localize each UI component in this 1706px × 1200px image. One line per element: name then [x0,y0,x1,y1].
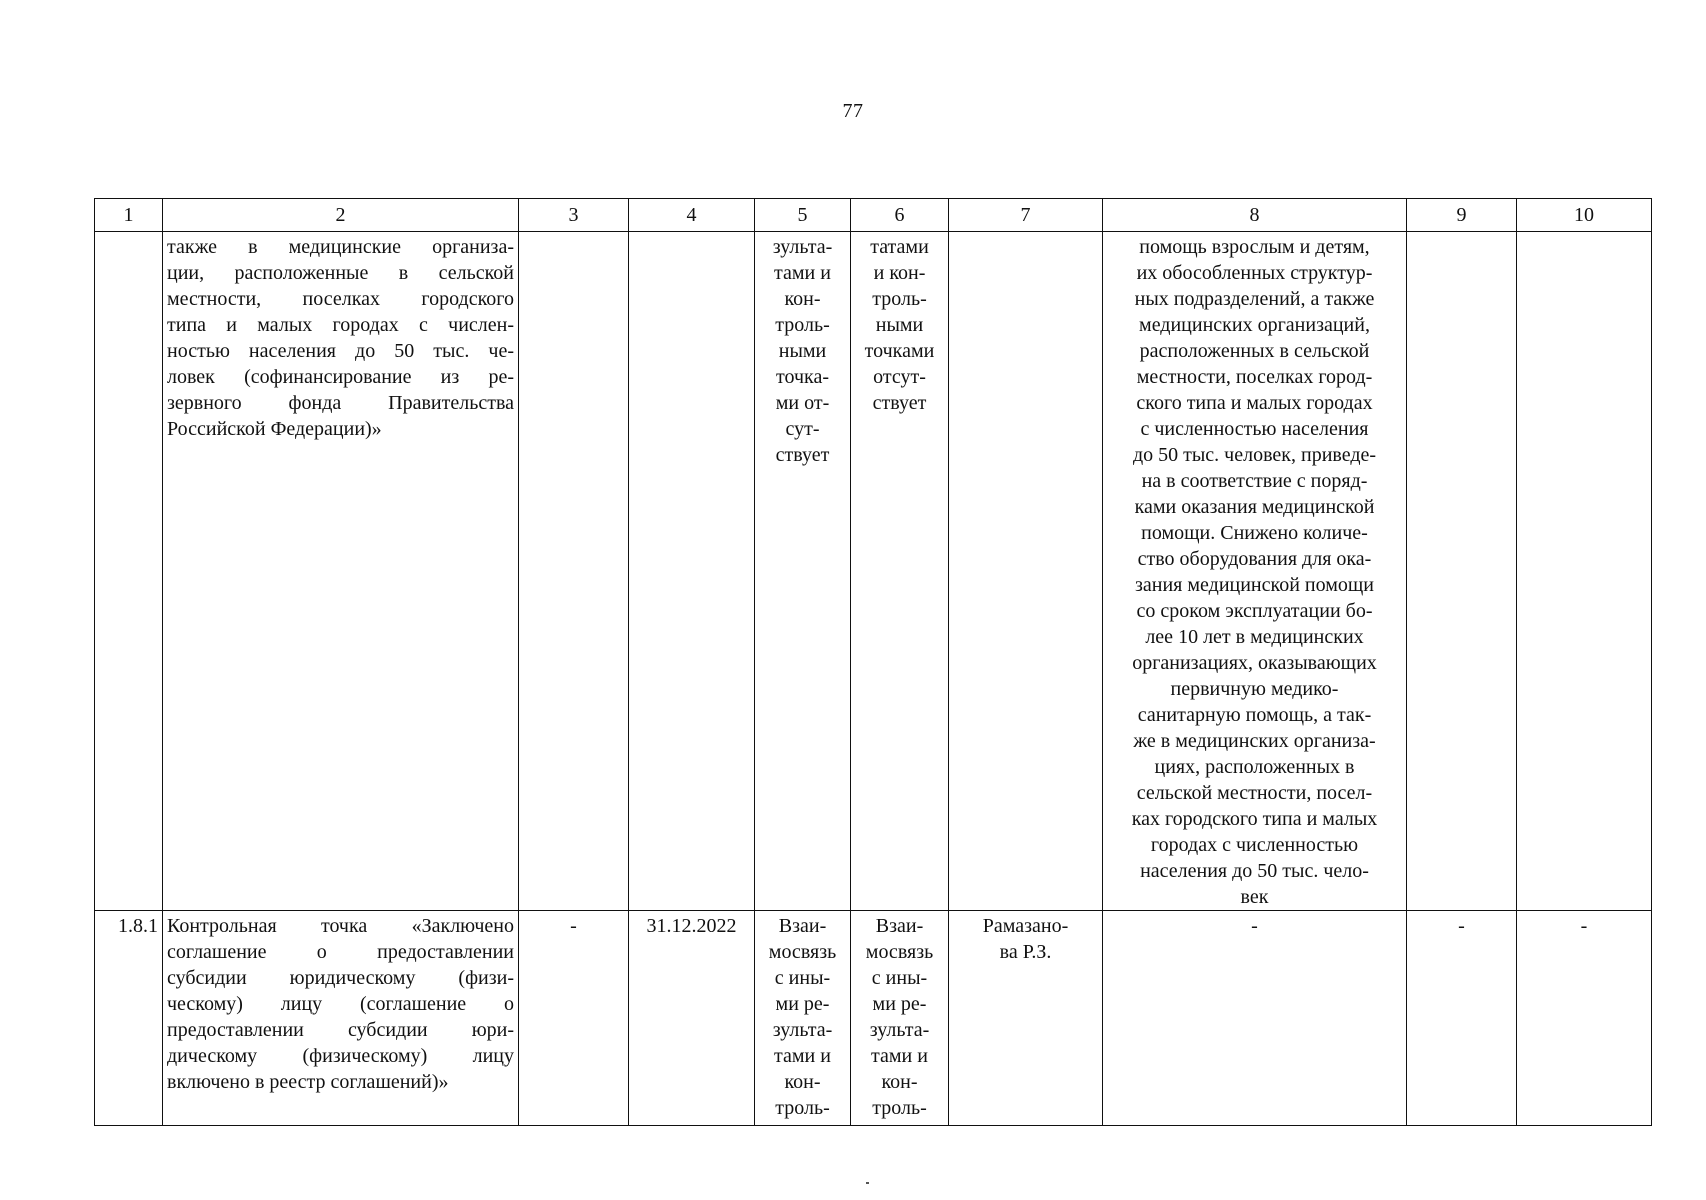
cell-line: кон- [784,1071,821,1093]
row2-col9: - [1407,911,1517,1126]
cell-line: - [1251,915,1258,937]
cell-line: ского типа и малых городах [1136,392,1373,414]
cell-line: соглашение о предоставлении [167,941,514,963]
row1-col8 [1103,232,1407,911]
cell-line: ных подразделений, а также [1134,288,1375,310]
cell-line: ками оказания медицинской [1134,496,1375,518]
cell-line: типа и малых городах с числен- [167,314,514,336]
cell-line: расположенных в сельской [1139,340,1370,362]
scan-speck [866,1182,869,1184]
cell-line: ствует [775,444,830,466]
header-col-5: 5 [755,199,851,232]
row2-col10: - [1517,911,1652,1126]
cell-line: ках городского типа и малых [1131,808,1378,830]
cell-line: отсут- [873,366,926,388]
cell-line: мосвязь [768,941,837,963]
cell-line: субсидии юридическому (физи- [167,967,514,989]
cell-line: Рамазано- [982,915,1069,937]
cell-line: включено в реестр соглашений)» [167,1071,449,1093]
header-col-4: 4 [629,199,755,232]
cell-line: с ины- [871,967,928,989]
row1-col2 [163,232,519,911]
row2-col1: 1.8.1 [95,911,163,1126]
cell-line: ловек (софинансирование из ре- [167,366,514,388]
cell-line: тами и [774,1045,831,1067]
cell-line: точками [864,340,935,362]
cell-line: городах с численностью [1150,834,1359,856]
cell-line: медицинских организаций, [1139,314,1370,336]
cell-line: ствует [872,392,927,414]
cell-line: зульта- [869,1019,930,1041]
row2-col3: - [519,911,629,1126]
page-number: 77 [842,100,864,122]
header-col-8: 8 [1103,199,1407,232]
cell-line: организациях, оказывающих [1132,652,1377,674]
row1-col3 [519,232,629,911]
cell-line: троль- [775,1097,830,1119]
cell-line: ми ре- [775,993,830,1015]
cell-line: до 50 тыс. человек, приведе- [1132,444,1377,466]
row1-col9 [1407,232,1517,911]
cell-line: Взаи- [875,915,924,937]
cell-line: зания медицинской помощи [1134,574,1374,596]
table-row [95,911,1652,1126]
cell-line: мосвязь [865,941,934,963]
header-col-2: 2 [163,199,519,232]
cell-line: первичную медико- [1170,678,1339,700]
header-col-1: 1 [95,199,163,232]
cell-line: помощи. Снижено количе- [1141,522,1368,544]
cell-line: век [1240,886,1269,908]
cell-line: кон- [881,1071,918,1093]
row1-col6 [851,232,949,911]
header-col-3: 3 [519,199,629,232]
cell-line: Российской Федерации)» [167,418,382,440]
cell-line: зульта- [772,1019,833,1041]
row2-col6 [851,911,949,1126]
cell-line: на в соответствие с поряд- [1141,470,1368,492]
cell-line: предоставлении субсидии юри- [167,1019,514,1041]
cell-line: троль- [872,1097,927,1119]
cell-line: ции, расположенные в сельской [167,262,514,284]
cell-line: местности, поселках городского [167,288,514,310]
row1-col5 [755,232,851,911]
cell-line: кон- [784,288,821,310]
cell-line: Взаи- [778,915,827,937]
cell-line: троль- [872,288,927,310]
row1-col10 [1517,232,1652,911]
row2-col8 [1103,911,1407,1126]
cell-line: татами [870,236,929,258]
results-table [94,198,1652,1126]
header-col-10: 10 [1517,199,1652,232]
header-col-9: 9 [1407,199,1517,232]
cell-line: циях, расположенных в [1154,756,1355,778]
cell-line: их обособленных структур- [1136,262,1373,284]
cell-line: местности, поселках город- [1136,366,1373,388]
cell-line: тами и [871,1045,928,1067]
cell-line: с ины- [774,967,831,989]
table-header-row [95,199,1652,232]
cell-line: также в медицинские организа- [167,236,514,258]
header-col-7: 7 [949,199,1103,232]
row2-col5 [755,911,851,1126]
cell-line: лее 10 лет в медицинских [1145,626,1364,648]
cell-line: тами и [774,262,831,284]
row1-col4 [629,232,755,911]
cell-line: точка- [776,366,829,388]
cell-line: ми от- [775,392,830,414]
cell-line: ство оборудования для ока- [1137,548,1372,570]
cell-line: троль- [775,314,830,336]
row2-col2 [163,911,519,1126]
row2-col4: 31.12.2022 [629,911,755,1126]
cell-line: с численностью населения [1140,418,1369,440]
cell-line: ными [778,340,827,362]
cell-line: помощь взрослым и детям, [1139,236,1370,258]
header-col-6: 6 [851,199,949,232]
row1-col1 [95,232,163,911]
cell-line: дическому (физическому) лицу [167,1045,514,1067]
cell-line: Контрольная точка «Заключено [167,915,514,937]
row2-col7 [949,911,1103,1126]
cell-line: же в медицинских организа- [1133,730,1376,752]
cell-line: ми ре- [872,993,927,1015]
cell-line: населения до 50 тыс. чело- [1140,860,1369,882]
cell-line: и кон- [873,262,926,284]
row1-col7 [949,232,1103,911]
cell-line: ва Р.З. [999,941,1052,963]
cell-line: ными [875,314,924,336]
table-row [95,232,1652,911]
cell-line: ностью населения до 50 тыс. че- [167,340,514,362]
cell-line: сут- [785,418,820,440]
cell-line: ческому) лицу (соглашение о [167,993,514,1015]
cell-line: зервного фонда Правительства [167,392,514,414]
cell-line: со сроком эксплуатации бо- [1136,600,1373,622]
cell-line: санитарную помощь, а так- [1137,704,1372,726]
cell-line: сельской местности, посел- [1136,782,1373,804]
cell-line: зульта- [772,236,833,258]
